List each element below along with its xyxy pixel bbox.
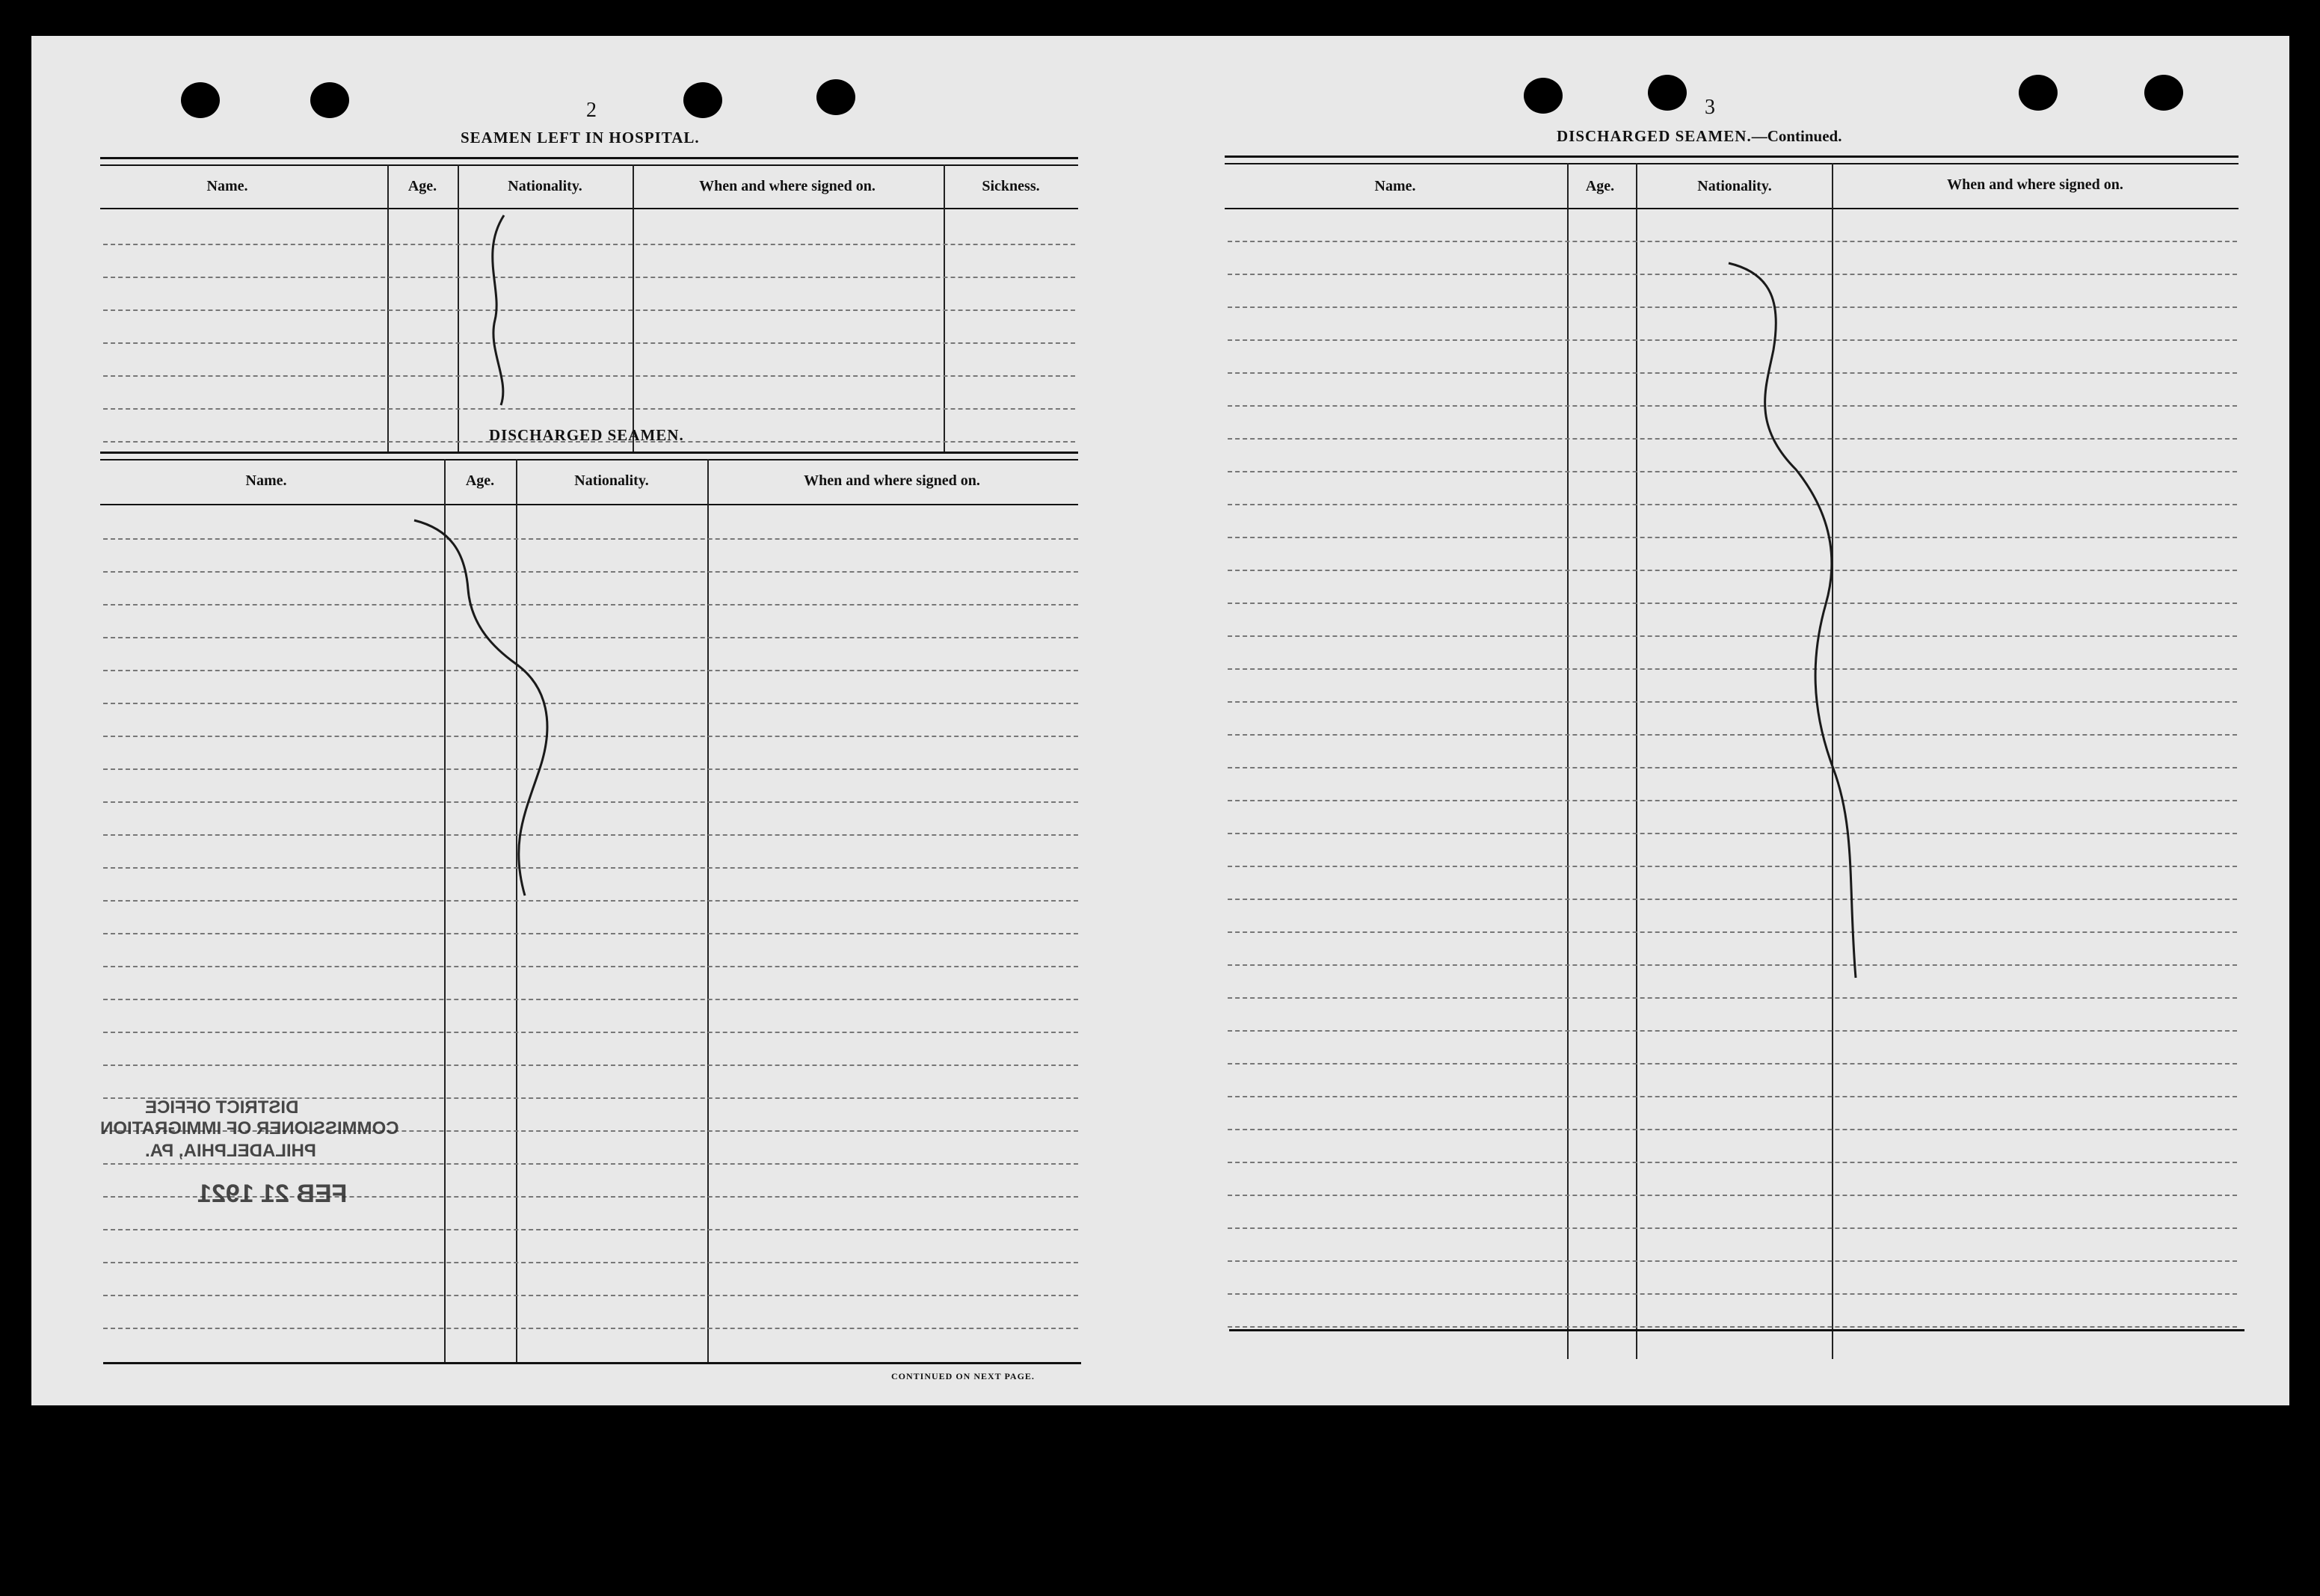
right-title-suffix: —Continued. [1751,127,1842,145]
col-header-nationality: Nationality. [1697,178,1772,194]
col-header-nationality: Nationality. [508,178,582,194]
col-header-name: Name. [206,178,248,194]
hospital-section-title: SEAMEN LEFT IN HOSPITAL. [461,129,700,147]
col-header-age: Age. [1585,178,1615,194]
col-header-age: Age. [465,472,495,489]
col-header-age: Age. [407,178,437,194]
document-sheet [31,36,2289,1405]
col-header-signed-on: When and where signed on. [804,472,980,489]
col-header-signed-on: When and where signed on. [1947,176,2123,193]
right-title-main: DISCHARGED SEAMEN. [1557,127,1752,145]
pen-stroke [1729,263,1856,978]
pen-stroke [493,215,504,405]
page-number-left: 2 [586,99,597,122]
col-header-name: Name. [1374,178,1416,194]
col-header-signed-on: When and where signed on. [699,178,876,194]
continued-note: CONTINUED ON NEXT PAGE. [891,1371,1035,1381]
district-office-stamp: DISTRICT OFFICE COMMISSIONER OF IMMIGRATION PHILADELPHIA, PA. FEB 21 1921 [100,1097,399,1208]
col-header-nationality: Nationality. [574,472,649,489]
discharged-section-title: DISCHARGED SEAMEN. [489,426,684,444]
col-header-name: Name. [245,472,287,489]
pen-strokes [31,36,2289,1405]
col-header-sickness: Sickness. [982,178,1040,194]
pen-stroke [414,520,547,896]
page-number-right: 3 [1705,96,1715,119]
